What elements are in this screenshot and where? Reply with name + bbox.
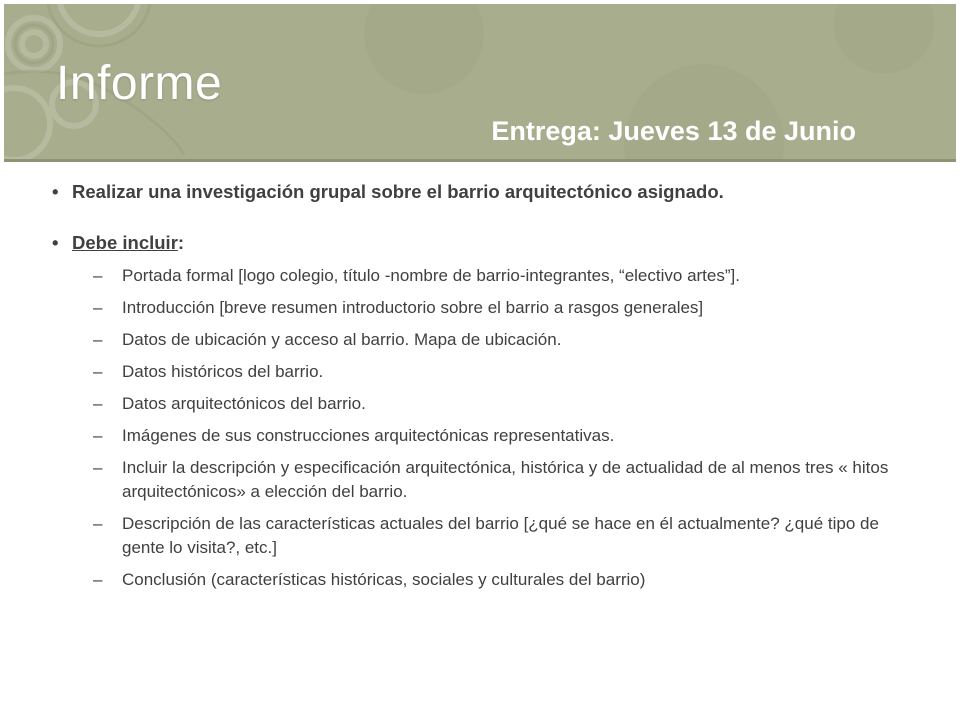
- dash-icon: –: [93, 298, 103, 318]
- list-item: [52, 512, 892, 560]
- slide-title: Informe: [56, 57, 223, 110]
- dash-icon: –: [93, 362, 103, 382]
- bullet-dot-icon: •: [52, 181, 59, 202]
- list-item-text: Imágenes de sus construcciones arquitectónicas representativas.: [122, 426, 615, 446]
- bullet-must-include: [52, 231, 892, 255]
- list-item-text: Datos arquitectónicos del barrio.: [122, 394, 366, 414]
- bullet-dot-icon: •: [52, 232, 59, 254]
- list-item: [52, 392, 892, 416]
- dash-icon: –: [93, 330, 103, 350]
- list-item: [52, 424, 892, 448]
- dash-icon: –: [93, 266, 103, 286]
- bullet-label: Debe incluir: [72, 232, 178, 254]
- header-banner: [4, 4, 956, 162]
- list-item-text: Datos de ubicación y acceso al barrio. Mapa de ubicación.: [122, 330, 562, 350]
- bullet-investigation: [52, 180, 892, 204]
- list-item: [52, 264, 892, 288]
- header-divider: [4, 159, 956, 162]
- list-item-text: Conclusión (características históricas, sociales y culturales del barrio): [122, 570, 646, 590]
- slide-content: [52, 176, 892, 600]
- list-item-text: Portada formal [logo colegio, título -nombre de barrio-integrantes, “electivo artes”].: [122, 266, 740, 286]
- list-item: [52, 328, 892, 352]
- bullet-label-suffix: :: [177, 232, 185, 254]
- requirements-list: [52, 264, 892, 592]
- dash-icon: –: [93, 458, 103, 478]
- bullet-text: Realizar una investigación grupal sobre el barrio arquitectónico asignado.: [72, 181, 724, 202]
- list-item: [52, 568, 892, 592]
- list-item: [52, 360, 892, 384]
- list-item-text: Introducción [breve resumen introductorio sobre el barrio a rasgos generales]: [122, 298, 704, 318]
- list-item-text: Descripción de las características actuales del barrio [¿qué se hace en él actualmente? ¿qué tipo de gente lo visita?, etc.]: [122, 514, 879, 558]
- dash-icon: –: [93, 426, 103, 446]
- dash-icon: –: [93, 570, 103, 590]
- list-item: [52, 296, 892, 320]
- list-item: [52, 456, 892, 504]
- list-item-text: Datos históricos del barrio.: [122, 362, 324, 382]
- dash-icon: –: [93, 394, 103, 414]
- dash-icon: –: [93, 514, 103, 534]
- delivery-date-subtitle: Entrega: Jueves 13 de Junio: [491, 116, 856, 146]
- list-item-text: Incluir la descripción y especificación arquitectónica, histórica y de actualidad de al menos tres « hitos arquitectónicos» a elección del barrio.: [122, 458, 889, 502]
